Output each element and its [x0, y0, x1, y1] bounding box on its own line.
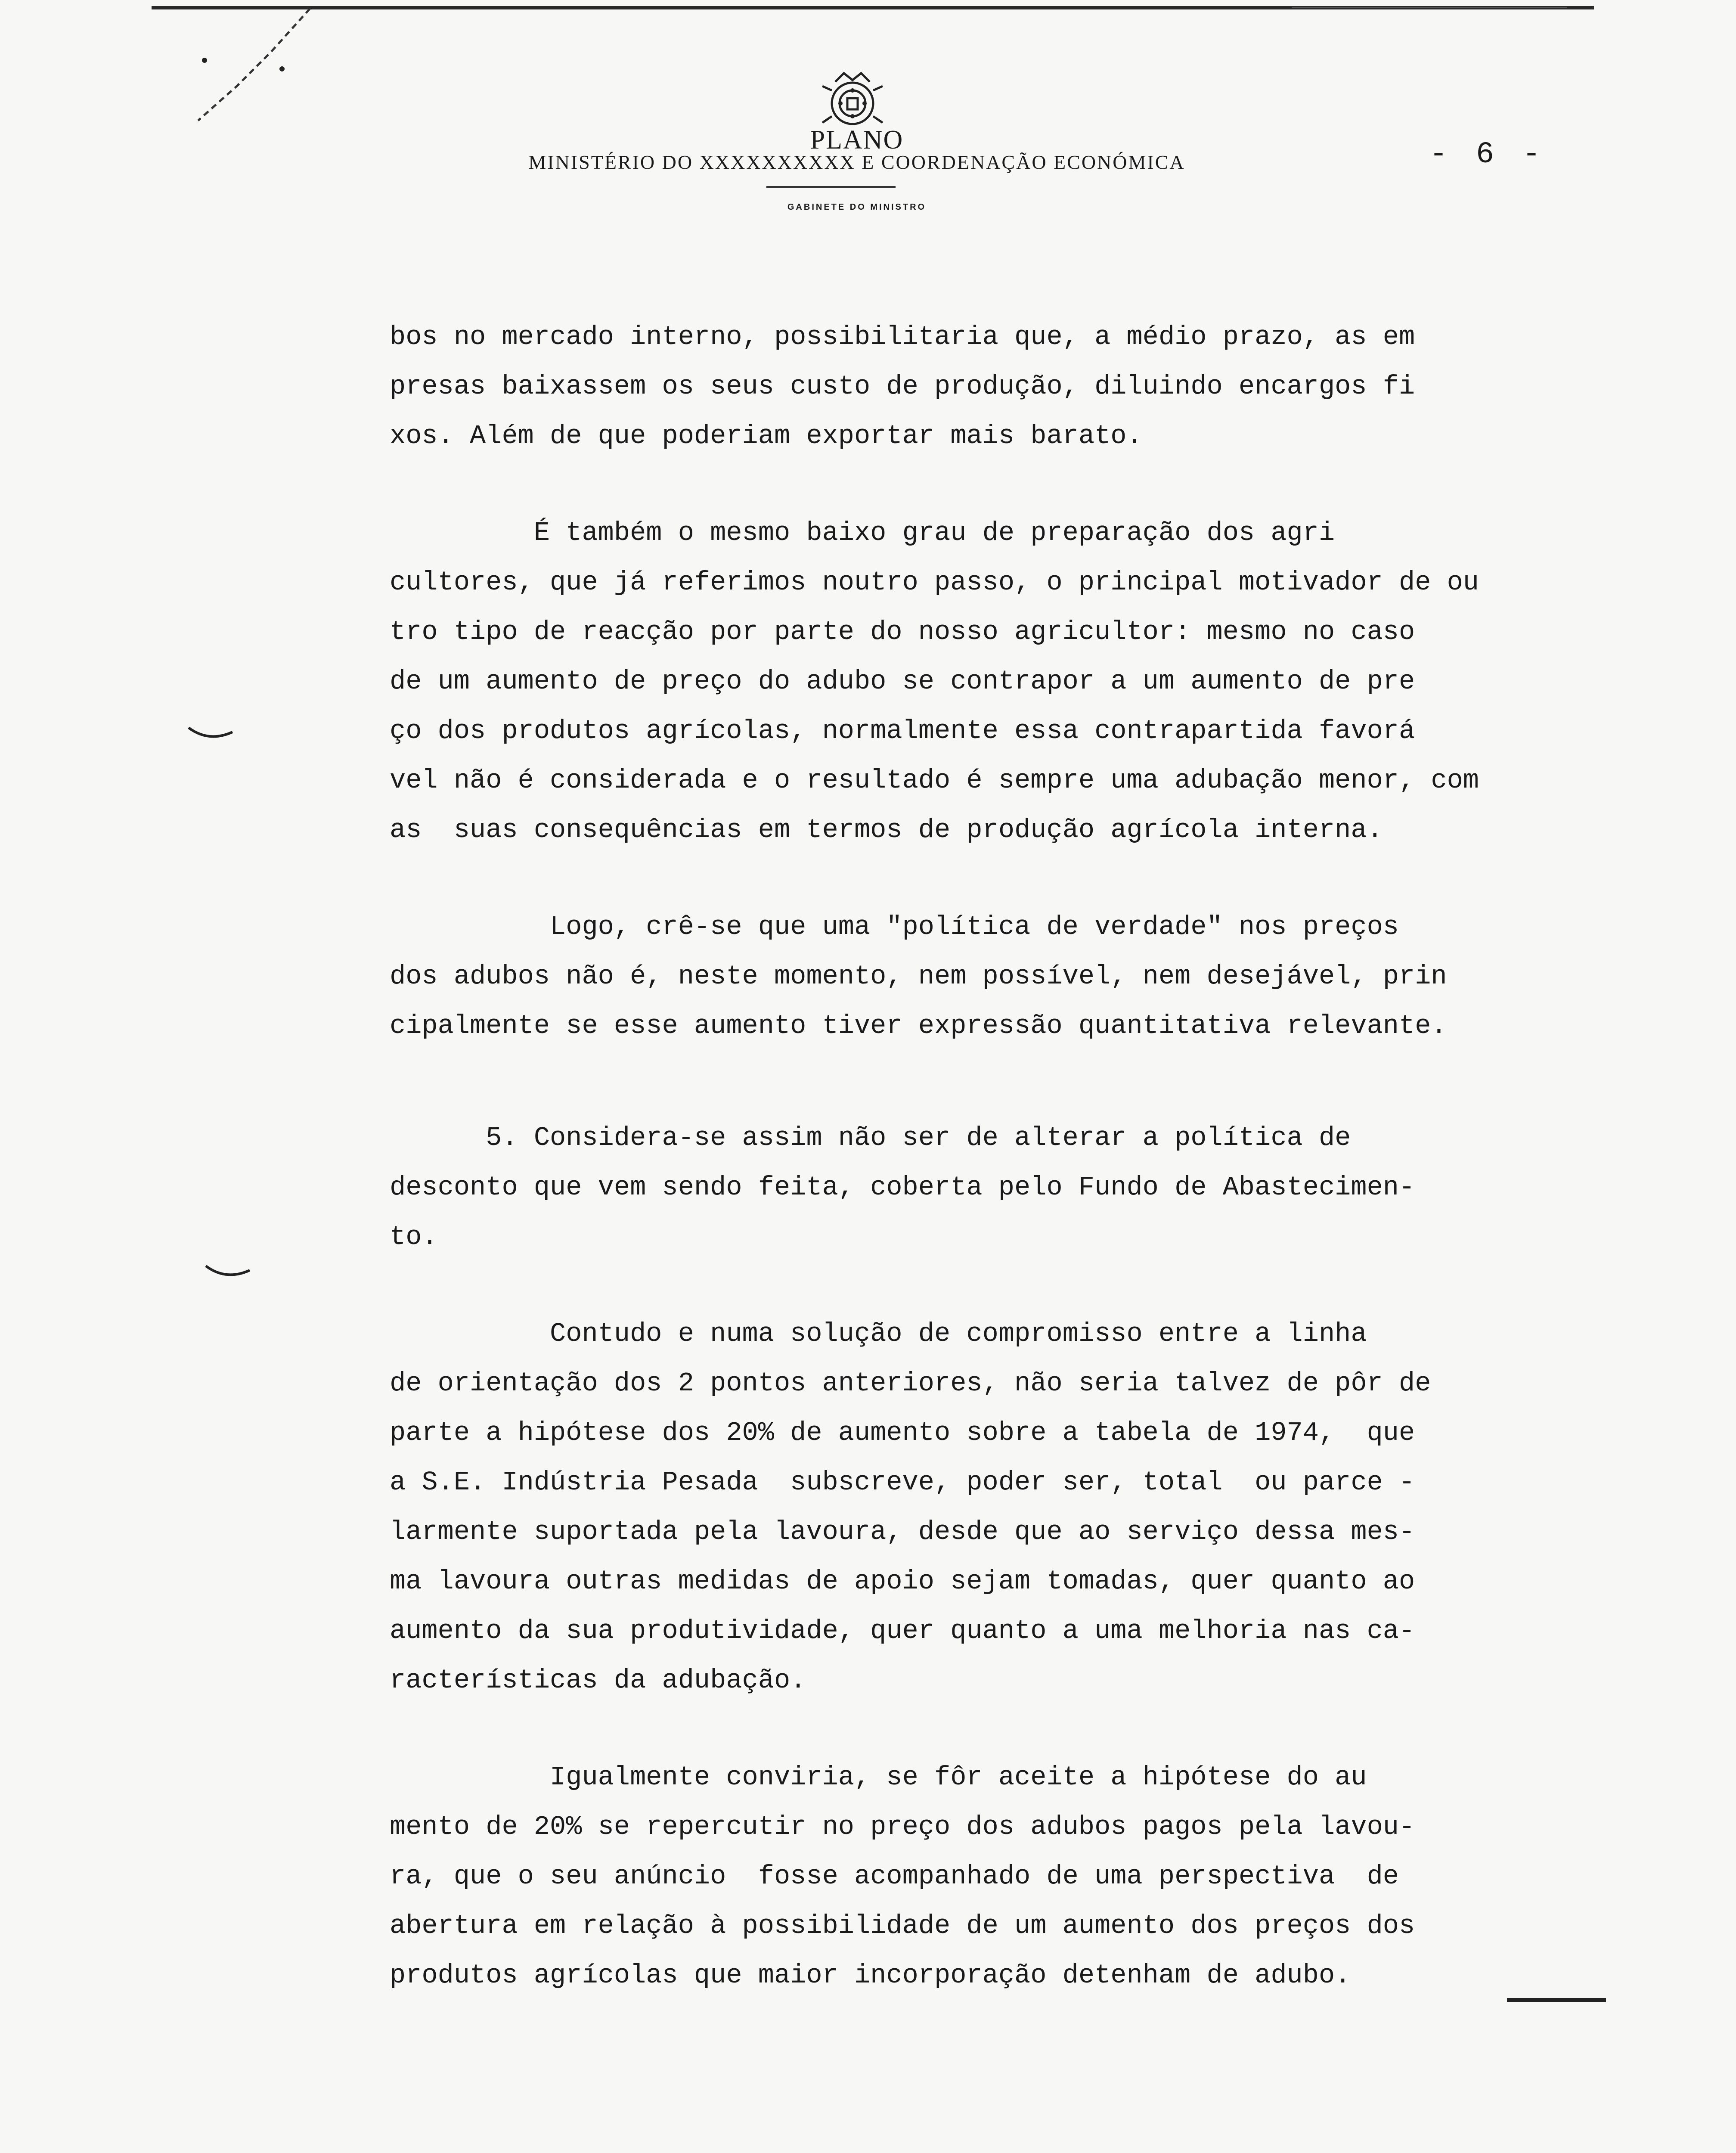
punch-hole-mark [185, 723, 237, 749]
text-line: de orientação dos 2 pontos anteriores, não seria talvez de pôr de [390, 1368, 1431, 1399]
header-divider [766, 186, 896, 188]
text-line: as suas consequências em termos de produção agrícola interna. [390, 815, 1383, 845]
paragraph [390, 902, 1587, 1051]
text-line: to. [390, 1222, 438, 1252]
text-line: Igualmente conviria, se fôr aceite a hipótese do au [390, 1762, 1367, 1793]
text-line: É também o mesmo baixo grau de preparação dos agri [390, 518, 1335, 548]
paragraph [390, 312, 1587, 461]
cabinet-subtitle: GABINETE DO MINISTRO [787, 202, 927, 212]
text-line: de um aumento de preço do adubo se contrapor a um aumento de pre [390, 666, 1415, 697]
staple-mark [172, 4, 319, 142]
text-line: ma lavoura outras medidas de apoio sejam tomadas, quer quanto ao [390, 1566, 1415, 1597]
text-line: dos adubos não é, neste momento, nem possível, nem desejável, prin [390, 961, 1447, 992]
paragraph [390, 1309, 1587, 1705]
text-line: racterísticas da adubação. [390, 1665, 806, 1696]
punch-hole-mark-2 [202, 1262, 254, 1287]
text-line: a S.E. Indústria Pesada subscreve, poder ser, total ou parce - [390, 1467, 1415, 1498]
text-line: produtos agrícolas que maior incorporação detenham de adubo. [390, 1960, 1351, 1991]
text-line: Contudo e numa solução de compromisso entre a linha [390, 1318, 1367, 1349]
text-line: aumento da sua produtividade, quer quanto a uma melhoria nas ca- [390, 1616, 1415, 1646]
text-line: Logo, crê-se que uma "política de verdade" nos preços [390, 912, 1399, 942]
ministry-title: MINISTÉRIO DO XXXXXXXXXX E COORDENAÇÃO ECONÓMICA [528, 151, 1185, 173]
text-line: ra, que o seu anúncio fosse acompanhado de uma perspectiva de [390, 1861, 1399, 1892]
paragraph [390, 508, 1587, 855]
text-line: xos. Além de que poderiam exportar mais barato. [390, 421, 1143, 451]
paragraph [390, 1753, 1587, 2000]
text-line: cipalmente se esse aumento tiver expressão quantitativa relevante. [390, 1011, 1447, 1041]
text-line: vel não é considerada e o resultado é sempre uma adubação menor, com [390, 765, 1479, 796]
text-line: abertura em relação à possibilidade de um aumento dos preços dos [390, 1911, 1415, 1941]
text-line: 5. Considera-se assim não ser de alterar a política de [390, 1123, 1351, 1153]
text-line: ço dos produtos agrícolas, normalmente essa contrapartida favorá [390, 716, 1415, 746]
top-edge-thin-rule [1292, 7, 1567, 8]
bottom-edge-mark [1507, 1998, 1606, 2002]
page-number: - 6 - [1429, 138, 1546, 172]
text-line: mento de 20% se repercutir no preço dos adubos pagos pela lavou- [390, 1812, 1415, 1842]
text-line: parte a hipótese dos 20% de aumento sobre a tabela de 1974, que [390, 1418, 1415, 1448]
text-line: larmente suportada pela lavoura, desde que ao serviço dessa mes- [390, 1517, 1415, 1547]
text-line: cultores, que já referimos noutro passo, o principal motivador de ou [390, 567, 1479, 598]
text-line: presas baixassem os seus custo de produção, diluindo encargos fi [390, 371, 1415, 402]
plan-word: PLANO [810, 125, 904, 155]
paragraph [390, 1113, 1587, 1262]
text-line: bos no mercado interno, possibilitaria que, a médio prazo, as em [390, 322, 1415, 352]
text-line: desconto que vem sendo feita, coberta pelo Fundo de Abastecimen- [390, 1172, 1415, 1203]
document-body [390, 312, 1587, 2000]
text-line: tro tipo de reacção por parte do nosso agricultor: mesmo no caso [390, 617, 1415, 647]
